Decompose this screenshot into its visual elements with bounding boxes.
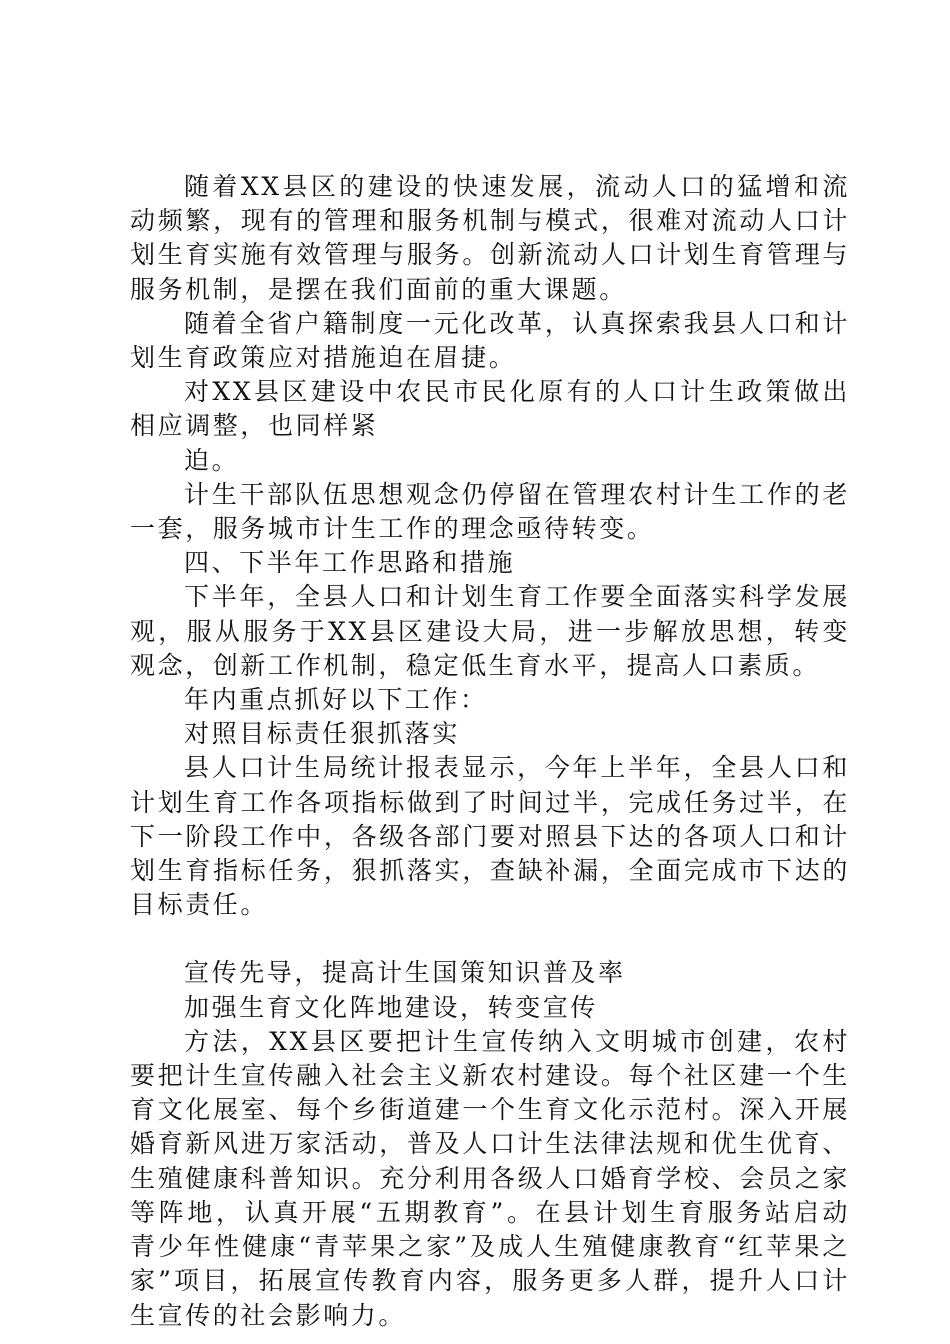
paragraph-floating-population: 随着XX县区的建设的快速发展，流动人口的猛增和流动频繁，现有的管理和服务机制与模式，很难对流动人口计划生育实施有效管理与服务。创新流动人口计划生育管理与服务机制，是摆在我们面前的重大课题。 <box>130 172 850 304</box>
subheading-publicity: 宣传先导，提高计生国策知识普及率 <box>184 958 626 988</box>
paragraph-policy-adjustment: 对XX县区建设中农民市民化原有的人口计生政策做出相应调整，也同样紧 <box>130 377 850 441</box>
blank-line <box>130 922 850 956</box>
paragraph-key-tasks: 年内重点抓好以下工作： <box>184 685 488 715</box>
paragraph-statistics: 县人口计生局统计报表显示，今年上半年，全县人口和计划生育工作各项指标做到了时间过半，完成任务过半，在下一阶段工作中，各级各部门要对照县下达的各项人口和计划生育指标任务，狠抓落实，查缺补漏，全面完成市下达的目标责任。 <box>130 753 850 920</box>
document-body <box>130 170 850 1333</box>
subheading-target-responsibility: 对照目标责任狠抓落实 <box>184 719 461 749</box>
section-heading-second-half: 四、下半年工作思路和措施 <box>184 548 516 578</box>
paragraph-cadre-mindset: 计生干部队伍思想观念仍停留在管理农村计生工作的老一套，服务城市计生工作的理念亟待转变。 <box>130 479 850 544</box>
paragraph-urgent: 迫。 <box>184 445 240 475</box>
paragraph-second-half-plan: 下半年，全县人口和计划生育工作要全面落实科学发展观，服从服务于XX县区建设大局，进一步解放思想，转变观念，创新工作机制，稳定低生育水平，提高人口素质。 <box>130 582 850 680</box>
paragraph-methods: 方法，XX县区要把计生宣传纳入文明城市创建，农村要把计生宣传融入社会主义新农村建设。每个社区建一个生育文化展室、每个乡街道建一个生育文化示范村。深入开展婚育新风进万家活动，普及人口计生法律法规和优生优育、生殖健康科普知识。充分利用各级人口婚育学校、会员之家等阵地，认真开展“五期教育”。在县计划生育服务站启动青少年性健康“青苹果之家”及成人生殖健康教育“红苹果之家”项目，拓展宣传教育内容，服务更多人群，提升人口计生宣传的社会影响力。 <box>130 1026 850 1330</box>
paragraph-household-reform: 随着全省户籍制度一元化改革，认真探索我县人口和计划生育政策应对措施迫在眉捷。 <box>130 308 850 373</box>
subheading-culture-building: 加强生育文化阵地建设，转变宣传 <box>184 992 599 1022</box>
